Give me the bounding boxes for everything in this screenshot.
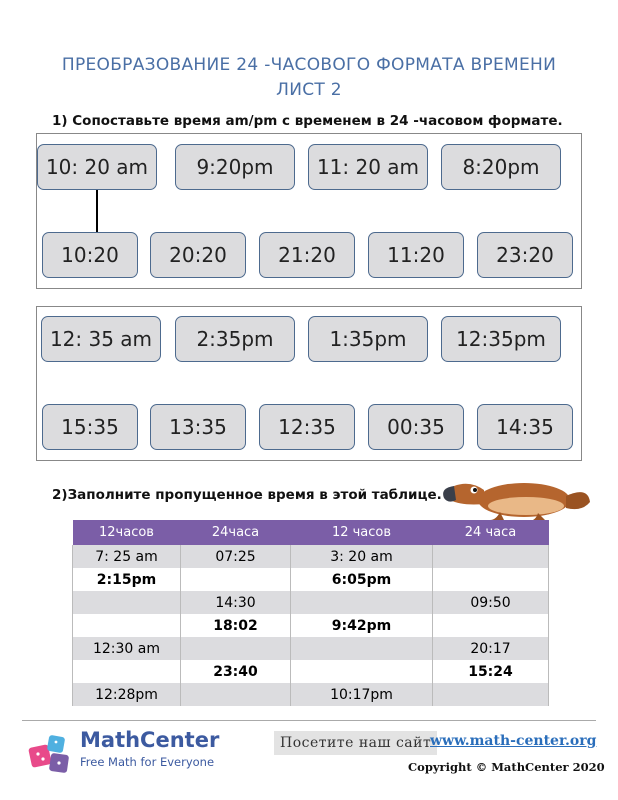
table-cell[interactable]: 14:30 <box>181 591 291 614</box>
time-card-ampm[interactable]: 12:35pm <box>441 316 561 362</box>
table-cell[interactable]: 23:40 <box>181 660 291 683</box>
table-cell[interactable] <box>433 545 549 568</box>
table-row <box>73 591 549 614</box>
table-cell[interactable] <box>291 660 433 683</box>
time-card-ampm[interactable]: 10: 20 am <box>37 144 157 190</box>
time-card-ampm[interactable]: 9:20pm <box>175 144 295 190</box>
table-cell[interactable] <box>291 591 433 614</box>
table-cell[interactable]: 2:15pm <box>73 568 181 591</box>
table-cell[interactable] <box>433 614 549 637</box>
table-cell[interactable] <box>73 660 181 683</box>
time-card-ampm[interactable]: 1:35pm <box>308 316 428 362</box>
table-row <box>73 683 549 706</box>
table-header: 12часов <box>73 520 181 545</box>
table-cell[interactable] <box>291 637 433 660</box>
table-row <box>73 637 549 660</box>
table-row <box>73 568 549 591</box>
table-cell[interactable]: 10:17pm <box>291 683 433 706</box>
table-row <box>73 545 549 568</box>
website-link[interactable]: www.math-center.org <box>430 733 597 749</box>
table-cell[interactable]: 20:17 <box>433 637 549 660</box>
table-cell[interactable]: 15:24 <box>433 660 549 683</box>
table-cell[interactable] <box>433 683 549 706</box>
table-header: 24 часа <box>433 520 549 545</box>
table-cell[interactable] <box>433 568 549 591</box>
time-card-24h[interactable]: 20:20 <box>150 232 246 278</box>
footer-divider <box>22 720 596 721</box>
table-cell[interactable]: 12:28pm <box>73 683 181 706</box>
time-card-24h[interactable]: 11:20 <box>368 232 464 278</box>
table-header: 24часа <box>181 520 291 545</box>
time-card-24h[interactable]: 00:35 <box>368 404 464 450</box>
time-card-ampm[interactable]: 8:20pm <box>441 144 561 190</box>
table-row <box>73 660 549 683</box>
table-cell[interactable]: 18:02 <box>181 614 291 637</box>
table-cell[interactable]: 7: 25 am <box>73 545 181 568</box>
time-card-24h[interactable]: 14:35 <box>477 404 573 450</box>
copyright: Copyright © MathCenter 2020 <box>408 760 605 774</box>
brand-tagline: Free Math for Everyone <box>80 755 215 769</box>
page-title: ПРЕОБРАЗОВАНИЕ 24 -ЧАСОВОГО ФОРМАТА ВРЕМЕНИ <box>61 55 557 75</box>
time-card-ampm[interactable]: 12: 35 am <box>41 316 161 362</box>
time-table <box>72 520 549 706</box>
table-row <box>73 614 549 637</box>
time-card-24h[interactable]: 12:35 <box>259 404 355 450</box>
time-card-24h[interactable]: 13:35 <box>150 404 246 450</box>
time-card-24h[interactable]: 10:20 <box>42 232 138 278</box>
instruction-2: 2)Заполните пропущенное время в этой таблице. <box>52 487 442 503</box>
table-cell[interactable] <box>73 591 181 614</box>
time-card-24h[interactable]: 15:35 <box>42 404 138 450</box>
table-cell[interactable]: 12:30 am <box>73 637 181 660</box>
visit-label: Посетите наш сайт <box>274 731 437 755</box>
time-card-24h[interactable]: 23:20 <box>477 232 573 278</box>
platypus-illustration <box>442 462 592 524</box>
table-cell[interactable] <box>73 614 181 637</box>
time-card-ampm[interactable]: 2:35pm <box>175 316 295 362</box>
page-subtitle: ЛИСТ 2 <box>276 80 342 100</box>
time-card-24h[interactable]: 21:20 <box>259 232 355 278</box>
table-cell[interactable] <box>181 683 291 706</box>
table-cell[interactable]: 07:25 <box>181 545 291 568</box>
table-cell[interactable]: 9:42pm <box>291 614 433 637</box>
table-cell[interactable]: 6:05pm <box>291 568 433 591</box>
time-card-ampm[interactable]: 11: 20 am <box>308 144 428 190</box>
table-cell[interactable] <box>181 568 291 591</box>
match-line <box>96 190 98 232</box>
table-cell[interactable]: 09:50 <box>433 591 549 614</box>
table-cell[interactable] <box>181 637 291 660</box>
instruction-1: 1) Сопоставьте время am/pm с временем в 24 -часовом формате. <box>52 113 563 129</box>
table-header: 12 часов <box>291 520 433 545</box>
brand-name: MathCenter <box>80 728 220 752</box>
table-cell[interactable]: 3: 20 am <box>291 545 433 568</box>
mathcenter-logo-icon <box>26 728 76 776</box>
